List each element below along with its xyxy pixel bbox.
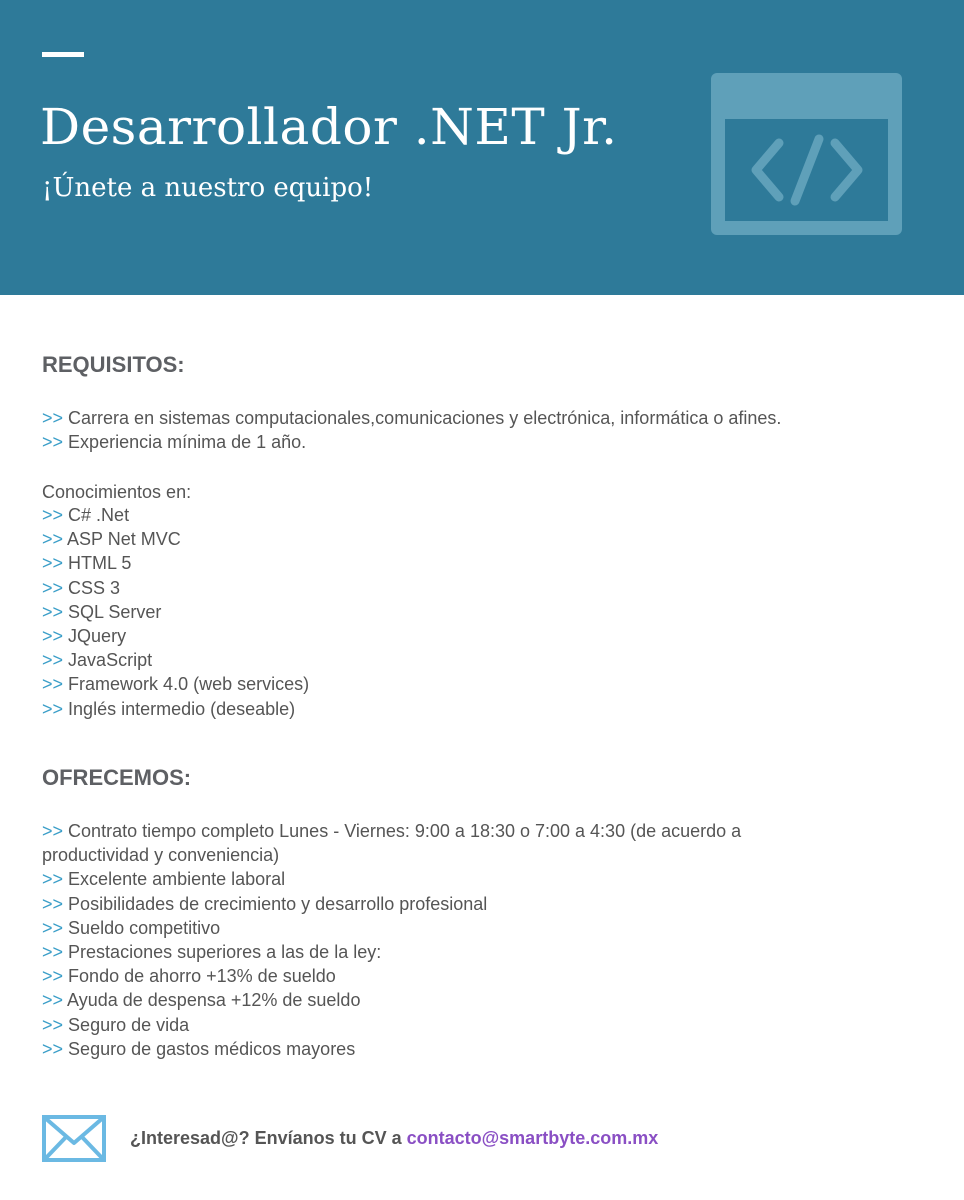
list-item-text: Carrera en sistemas computacionales,comunicaciones y electrónica, informática o afines. (68, 408, 782, 428)
contact-email-link[interactable]: contacto@smartbyte.com.mx (406, 1128, 659, 1148)
list-item (42, 1013, 832, 1037)
list-item (42, 672, 922, 696)
bullet-arrow: >> (42, 821, 64, 841)
envelope-icon (42, 1115, 106, 1162)
bullet-arrow: >> (42, 917, 64, 938)
list-item (42, 819, 832, 867)
requisitos-list (42, 406, 922, 454)
list-item (42, 406, 922, 430)
list-item (42, 867, 832, 891)
list-item-text: Prestaciones superiores a las de la ley: (68, 942, 382, 963)
conocimientos-list (42, 503, 922, 721)
contact-cta (130, 1126, 658, 1150)
list-item-text: JavaScript (68, 650, 153, 671)
ofrecemos-list (42, 819, 832, 1061)
list-item-text: ASP Net MVC (67, 529, 181, 550)
list-item-text: Seguro de vida (68, 1014, 190, 1035)
bullet-arrow: >> (42, 990, 64, 1011)
bullet-arrow: >> (42, 529, 64, 550)
bullet-arrow: >> (42, 869, 64, 890)
list-item (42, 624, 922, 648)
list-item-text: SQL Server (68, 601, 162, 622)
bullet-arrow: >> (42, 893, 64, 914)
bullet-arrow: >> (42, 674, 64, 695)
list-item (42, 430, 922, 454)
bullet-arrow: >> (42, 601, 64, 622)
list-item (42, 576, 922, 600)
list-item-text: C# .Net (68, 505, 130, 525)
list-item (42, 527, 922, 551)
list-item (42, 1037, 832, 1061)
code-window-icon (711, 73, 902, 235)
contact-prompt: ¿Interesad@? Envíanos tu CV a (130, 1128, 407, 1148)
list-item-text: Ayuda de despensa +12% de sueldo (67, 990, 361, 1011)
list-item-text: JQuery (68, 626, 127, 647)
ofrecemos-heading: OFRECEMOS: (42, 765, 192, 790)
list-item (42, 551, 922, 575)
bullet-arrow: >> (42, 650, 64, 671)
bullet-arrow: >> (42, 553, 64, 574)
requisitos-heading: REQUISITOS: (42, 352, 185, 377)
list-item-text: Excelente ambiente laboral (68, 869, 286, 890)
list-item-text: HTML 5 (68, 553, 132, 574)
list-item (42, 916, 832, 940)
list-item (42, 988, 832, 1012)
list-item (42, 964, 832, 988)
list-item-text: Seguro de gastos médicos mayores (68, 1038, 356, 1059)
job-subtitle: ¡Únete a nuestro equipo! (42, 173, 374, 203)
bullet-arrow: >> (42, 505, 64, 525)
job-title: Desarrollador .NET Jr. (40, 98, 618, 156)
list-item (42, 503, 922, 527)
bullet-arrow: >> (42, 1014, 64, 1035)
list-item-text: Framework 4.0 (web services) (68, 674, 310, 695)
list-item (42, 648, 922, 672)
bullet-arrow: >> (42, 698, 64, 719)
bullet-arrow: >> (42, 432, 64, 453)
list-item (42, 600, 922, 624)
list-item (42, 940, 832, 964)
bullet-arrow: >> (42, 577, 64, 598)
conocimientos-label: Conocimientos en: (42, 482, 192, 502)
header-accent-dash (42, 52, 84, 57)
list-item-text: Fondo de ahorro +13% de sueldo (68, 966, 336, 987)
bullet-arrow: >> (42, 1038, 64, 1059)
list-item-text: Contrato tiempo completo Lunes - Viernes: 9:00 a 18:30 o 7:00 a 4:30 (de acuerdo a productividad y conveniencia) (42, 821, 742, 866)
bullet-arrow: >> (42, 966, 64, 987)
list-item-text: Sueldo competitivo (68, 917, 221, 938)
list-item (42, 892, 832, 916)
bullet-arrow: >> (42, 408, 64, 428)
header-banner (0, 0, 964, 295)
list-item (42, 697, 922, 721)
bullet-arrow: >> (42, 942, 64, 963)
list-item-text: Inglés intermedio (deseable) (68, 698, 296, 719)
list-item-text: CSS 3 (68, 577, 121, 598)
list-item-text: Posibilidades de crecimiento y desarrollo profesional (68, 893, 488, 914)
list-item-text: Experiencia mínima de 1 año. (68, 432, 307, 453)
bullet-arrow: >> (42, 626, 64, 647)
